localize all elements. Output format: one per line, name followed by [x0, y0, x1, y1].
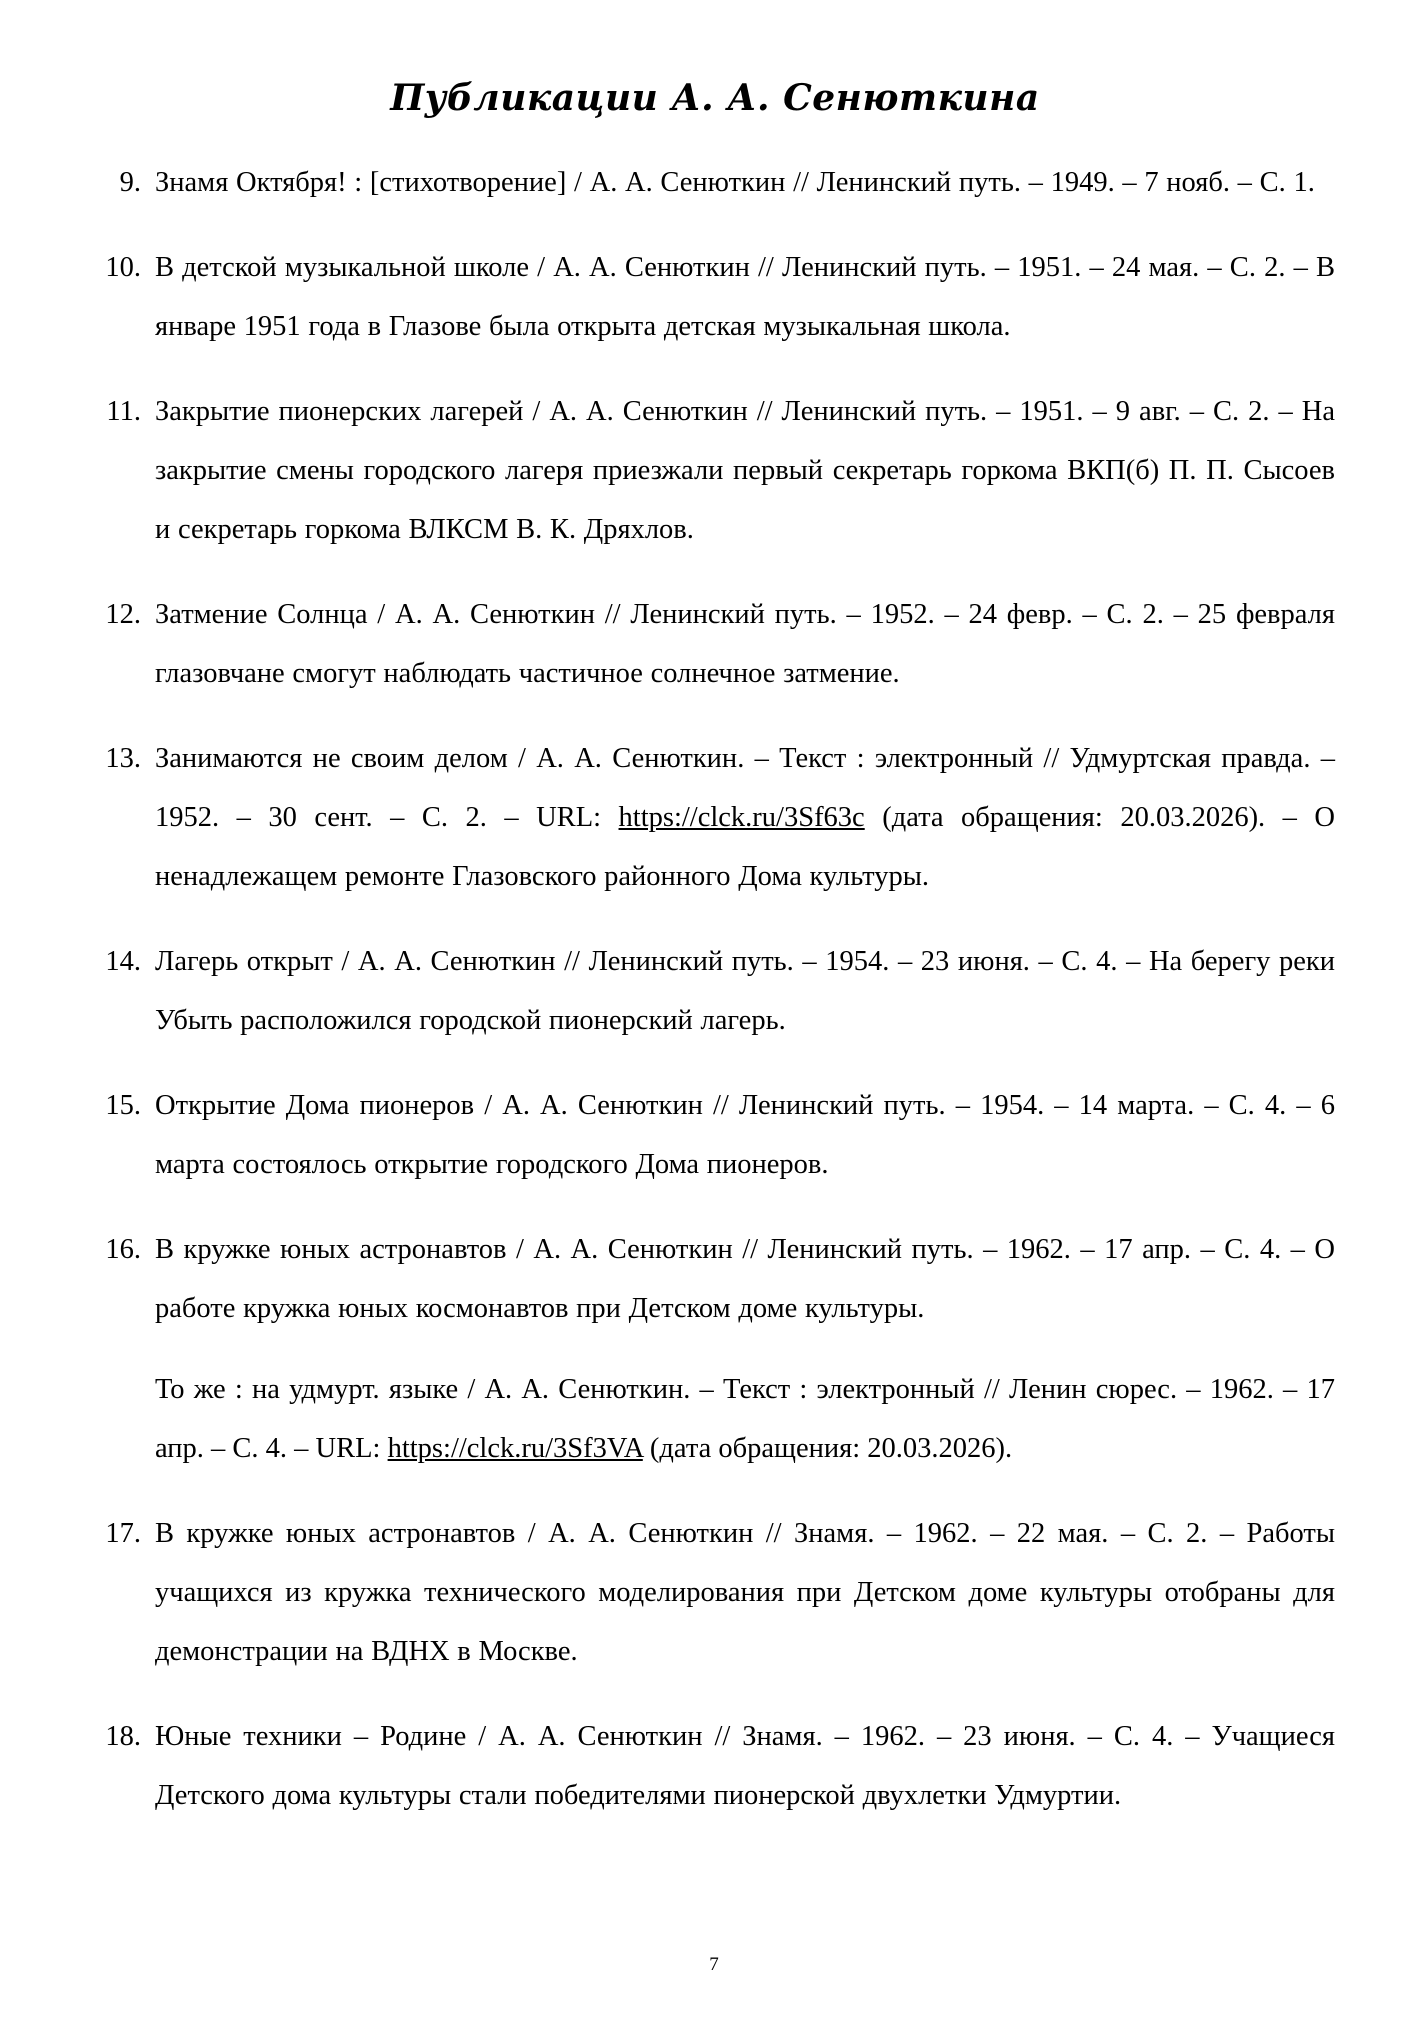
entry-text: В кружке юных астронавтов / А. А. Сенюткин // Ленинский путь. – 1962. – 17 апр. – С. 4. – О работе кружка юных космонавтов при Детском доме культуры. [155, 1234, 1335, 1325]
entry-number: 17. [105, 1518, 141, 1550]
entry-text: Затмение Солнца / А. А. Сенюткин // Ленинский путь. – 1952. – 24 февр. – С. 2. – 25 февраля глазовчане смогут наблюдать частичное солнечное затмение. [155, 599, 1335, 690]
entry-number: 18. [105, 1721, 141, 1753]
entry-text: Знамя Октября! : [стихотворение] / А. А. Сенюткин // Ленинский путь. – 1949. – 7 нояб. – С. 1. [155, 167, 1315, 199]
page-title: Публикации А. А. Сенюткина [390, 77, 1040, 119]
source-url-link[interactable]: https://clck.ru/3Sf63c [618, 802, 865, 834]
entry-number: 13. [105, 743, 141, 775]
source-url-link[interactable]: https://clck.ru/3Sf3VA [387, 1433, 643, 1465]
entry-text: В кружке юных астронавтов / А. А. Сенюткин // Знамя. – 1962. – 22 мая. – С. 2. – Работы учащихся из кружка технического моделирования при Детском доме культуры отобраны для демонстрации на ВДНХ в Москве. [155, 1518, 1335, 1668]
bibliography-entry [95, 1707, 1335, 1825]
entry-text: Закрытие пионерских лагерей / А. А. Сенюткин // Ленинский путь. – 1951. – 9 авг. – С. 2. – На закрытие смены городского лагеря приезжали первый секретарь горкома ВКП(б) П. П. Сысоев и секретарь горкома ВЛКСМ В. К. Дряхлов. [155, 396, 1335, 546]
entry-text: Открытие Дома пионеров / А. А. Сенюткин // Ленинский путь. – 1954. – 14 марта. – С. 4. – 6 марта состоялось открытие городского Дома пионеров. [155, 1090, 1335, 1181]
sub-entry-text-after-url: (дата обращения: 20.03.2026). [642, 1433, 1013, 1465]
entry-text-after-url: (дата обращения: 20.03.2026). – О ненадлежащем ремонте Глазовского районного Дома культуры. [155, 802, 1335, 893]
bibliography-list [95, 153, 1335, 1825]
page-number: 7 [709, 1954, 719, 1975]
entry-text-before-url: Занимаются не своим делом / А. А. Сенюткин. – Текст : электронный // Удмуртская правда. – 1952. – 30 сент. – С. 2. – URL: [155, 743, 1335, 834]
bibliography-entry [95, 1220, 1335, 1478]
entry-number: 12. [105, 599, 141, 631]
bibliography-entry [95, 238, 1335, 356]
entry-sub-text [155, 1360, 1335, 1478]
entry-number: 16. [105, 1234, 141, 1266]
entry-number: 10. [105, 252, 141, 284]
entry-text: Лагерь открыт / А. А. Сенюткин // Ленинский путь. – 1954. – 23 июня. – С. 4. – На берегу реки Убыть расположился городской пионерский лагерь. [155, 946, 1335, 1037]
bibliography-entry [95, 382, 1335, 559]
bibliography-entry [95, 932, 1335, 1050]
bibliography-entry [95, 153, 1335, 212]
page-content [95, 0, 1335, 1825]
entry-number: 14. [105, 946, 141, 978]
bibliography-entry [95, 585, 1335, 703]
bibliography-entry [95, 1076, 1335, 1194]
entry-number: 11. [106, 396, 141, 428]
entry-text: В детской музыкальной школе / А. А. Сенюткин // Ленинский путь. – 1951. – 24 мая. – С. 2. – В январе 1951 года в Глазове была открыта детская музыкальная школа. [155, 252, 1335, 343]
sub-entry-text-before-url: То же : на удмурт. языке / А. А. Сенюткин. – Текст : электронный // Ленин сюрес. – 1962. – 17 апр. – С. 4. – URL: [155, 1374, 1335, 1465]
entry-number: 15. [105, 1090, 141, 1122]
entry-text: Юные техники – Родине / А. А. Сенюткин // Знамя. – 1962. – 23 июня. – С. 4. – Учащиеся Детского дома культуры стали победителями пионерской двухлетки Удмуртии. [155, 1721, 1335, 1812]
bibliography-entry [95, 1504, 1335, 1681]
entry-number: 9. [119, 167, 141, 199]
entry-text [155, 729, 1335, 906]
bibliography-entry [95, 729, 1335, 906]
